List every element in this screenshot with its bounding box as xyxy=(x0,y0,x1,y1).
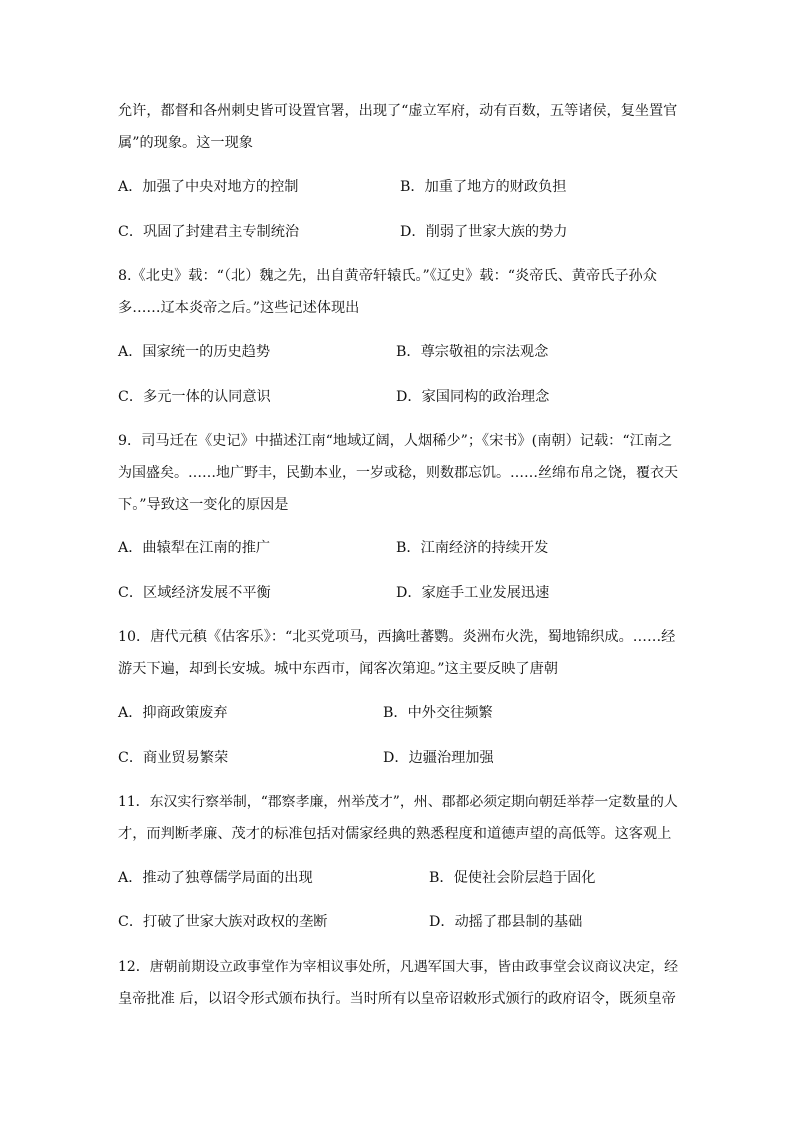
question-10-line-2: 游天下遍，却到长安城。城中东西市，闻客次第迎。”这主要反映了唐朝 xyxy=(118,661,558,677)
q11-option-b[interactable]: B．促使社会阶层趋于固化 xyxy=(429,870,596,886)
q10-option-b[interactable]: B．中外交往频繁 xyxy=(383,705,493,721)
option-b[interactable]: B．加重了地方的财政负担 xyxy=(400,179,567,195)
question-8-line-1: 8.《北史》载：“（北）魏之先，出自黄帝轩辕氏。”《辽史》载：“炎帝氏、黄帝氏子孙众 xyxy=(118,268,657,284)
question-11-line-2: 才，而判断孝廉、茂才的标准包括对儒家经典的熟悉程度和道德声望的高低等。这客观上 xyxy=(118,826,672,842)
q9-option-b[interactable]: B．江南经济的持续开发 xyxy=(396,540,549,556)
q9-option-d[interactable]: D．家庭手工业发展迅速 xyxy=(396,585,550,601)
question-9-line-1: 9．司马迁在《史记》中描述江南“地域辽阔，人烟稀少”；《宋书》(南朝）记载：“江南之 xyxy=(118,433,673,449)
q8-option-c[interactable]: C．多元一体的认同意识 xyxy=(118,389,271,405)
q10-option-d[interactable]: D．边疆治理加强 xyxy=(383,750,494,766)
option-c[interactable]: C．巩固了封建君主专制统治 xyxy=(118,224,300,240)
q8-option-b[interactable]: B．尊宗敬祖的宗法观念 xyxy=(396,344,549,360)
q11-option-c[interactable]: C．打破了世家大族对政权的垄断 xyxy=(118,914,328,930)
question-11-line-1: 11．东汉实行察举制，“郡察孝廉，州举茂才”，州、郡都必须定期向朝廷举荐一定数量的人 xyxy=(118,794,678,810)
question-12-line-2: 皇帝批准 后，以诏令形式颁布执行。当时所有以皇帝诏敕形式颁行的政府诏令，既须皇帝 xyxy=(118,991,676,1007)
q11-option-a[interactable]: A．推动了独尊儒学局面的出现 xyxy=(118,870,313,886)
question-9-line-3: 下。”导致这一变化的原因是 xyxy=(118,497,289,513)
question-12-line-1: 12．唐朝前期设立政事堂作为宰相议事处所，凡遇军国大事，皆由政事堂会议商议决定，经 xyxy=(118,959,679,975)
question-intro-line-1: 允许，都督和各州刺史皆可设置官署，出现了“虚立军府，动有百数，五等诸侯，复坐置官 xyxy=(118,103,678,119)
q10-option-c[interactable]: C．商业贸易繁荣 xyxy=(118,750,229,766)
question-intro-line-2: 属”的现象。这一现象 xyxy=(118,135,253,151)
q11-option-d[interactable]: D．动摇了郡县制的基础 xyxy=(429,914,583,930)
q8-option-d[interactable]: D．家国同构的政治理念 xyxy=(396,389,550,405)
option-d[interactable]: D．削弱了世家大族的势力 xyxy=(400,224,568,240)
q9-option-c[interactable]: C．区域经济发展不平衡 xyxy=(118,585,271,601)
q8-option-a[interactable]: A．国家统一的历史趋势 xyxy=(118,344,271,360)
q10-option-a[interactable]: A．抑商政策废弃 xyxy=(118,705,228,721)
question-8-line-2: 多……辽本炎帝之后。”这些记述体现出 xyxy=(118,300,360,316)
q9-option-a[interactable]: A．曲辕犁在江南的推广 xyxy=(118,540,271,556)
question-9-line-2: 为国盛矣。……地广野丰，民勤本业，一岁或稔，则数郡忘饥。……丝绵布帛之饶，覆衣天 xyxy=(118,465,678,481)
question-10-line-1: 10．唐代元稹《估客乐》：“北买党项马，西擒吐蕃鹦。炎洲布火洗，蜀地锦织成。……经 xyxy=(118,629,676,645)
option-a[interactable]: A．加强了中央对地方的控制 xyxy=(118,179,299,195)
